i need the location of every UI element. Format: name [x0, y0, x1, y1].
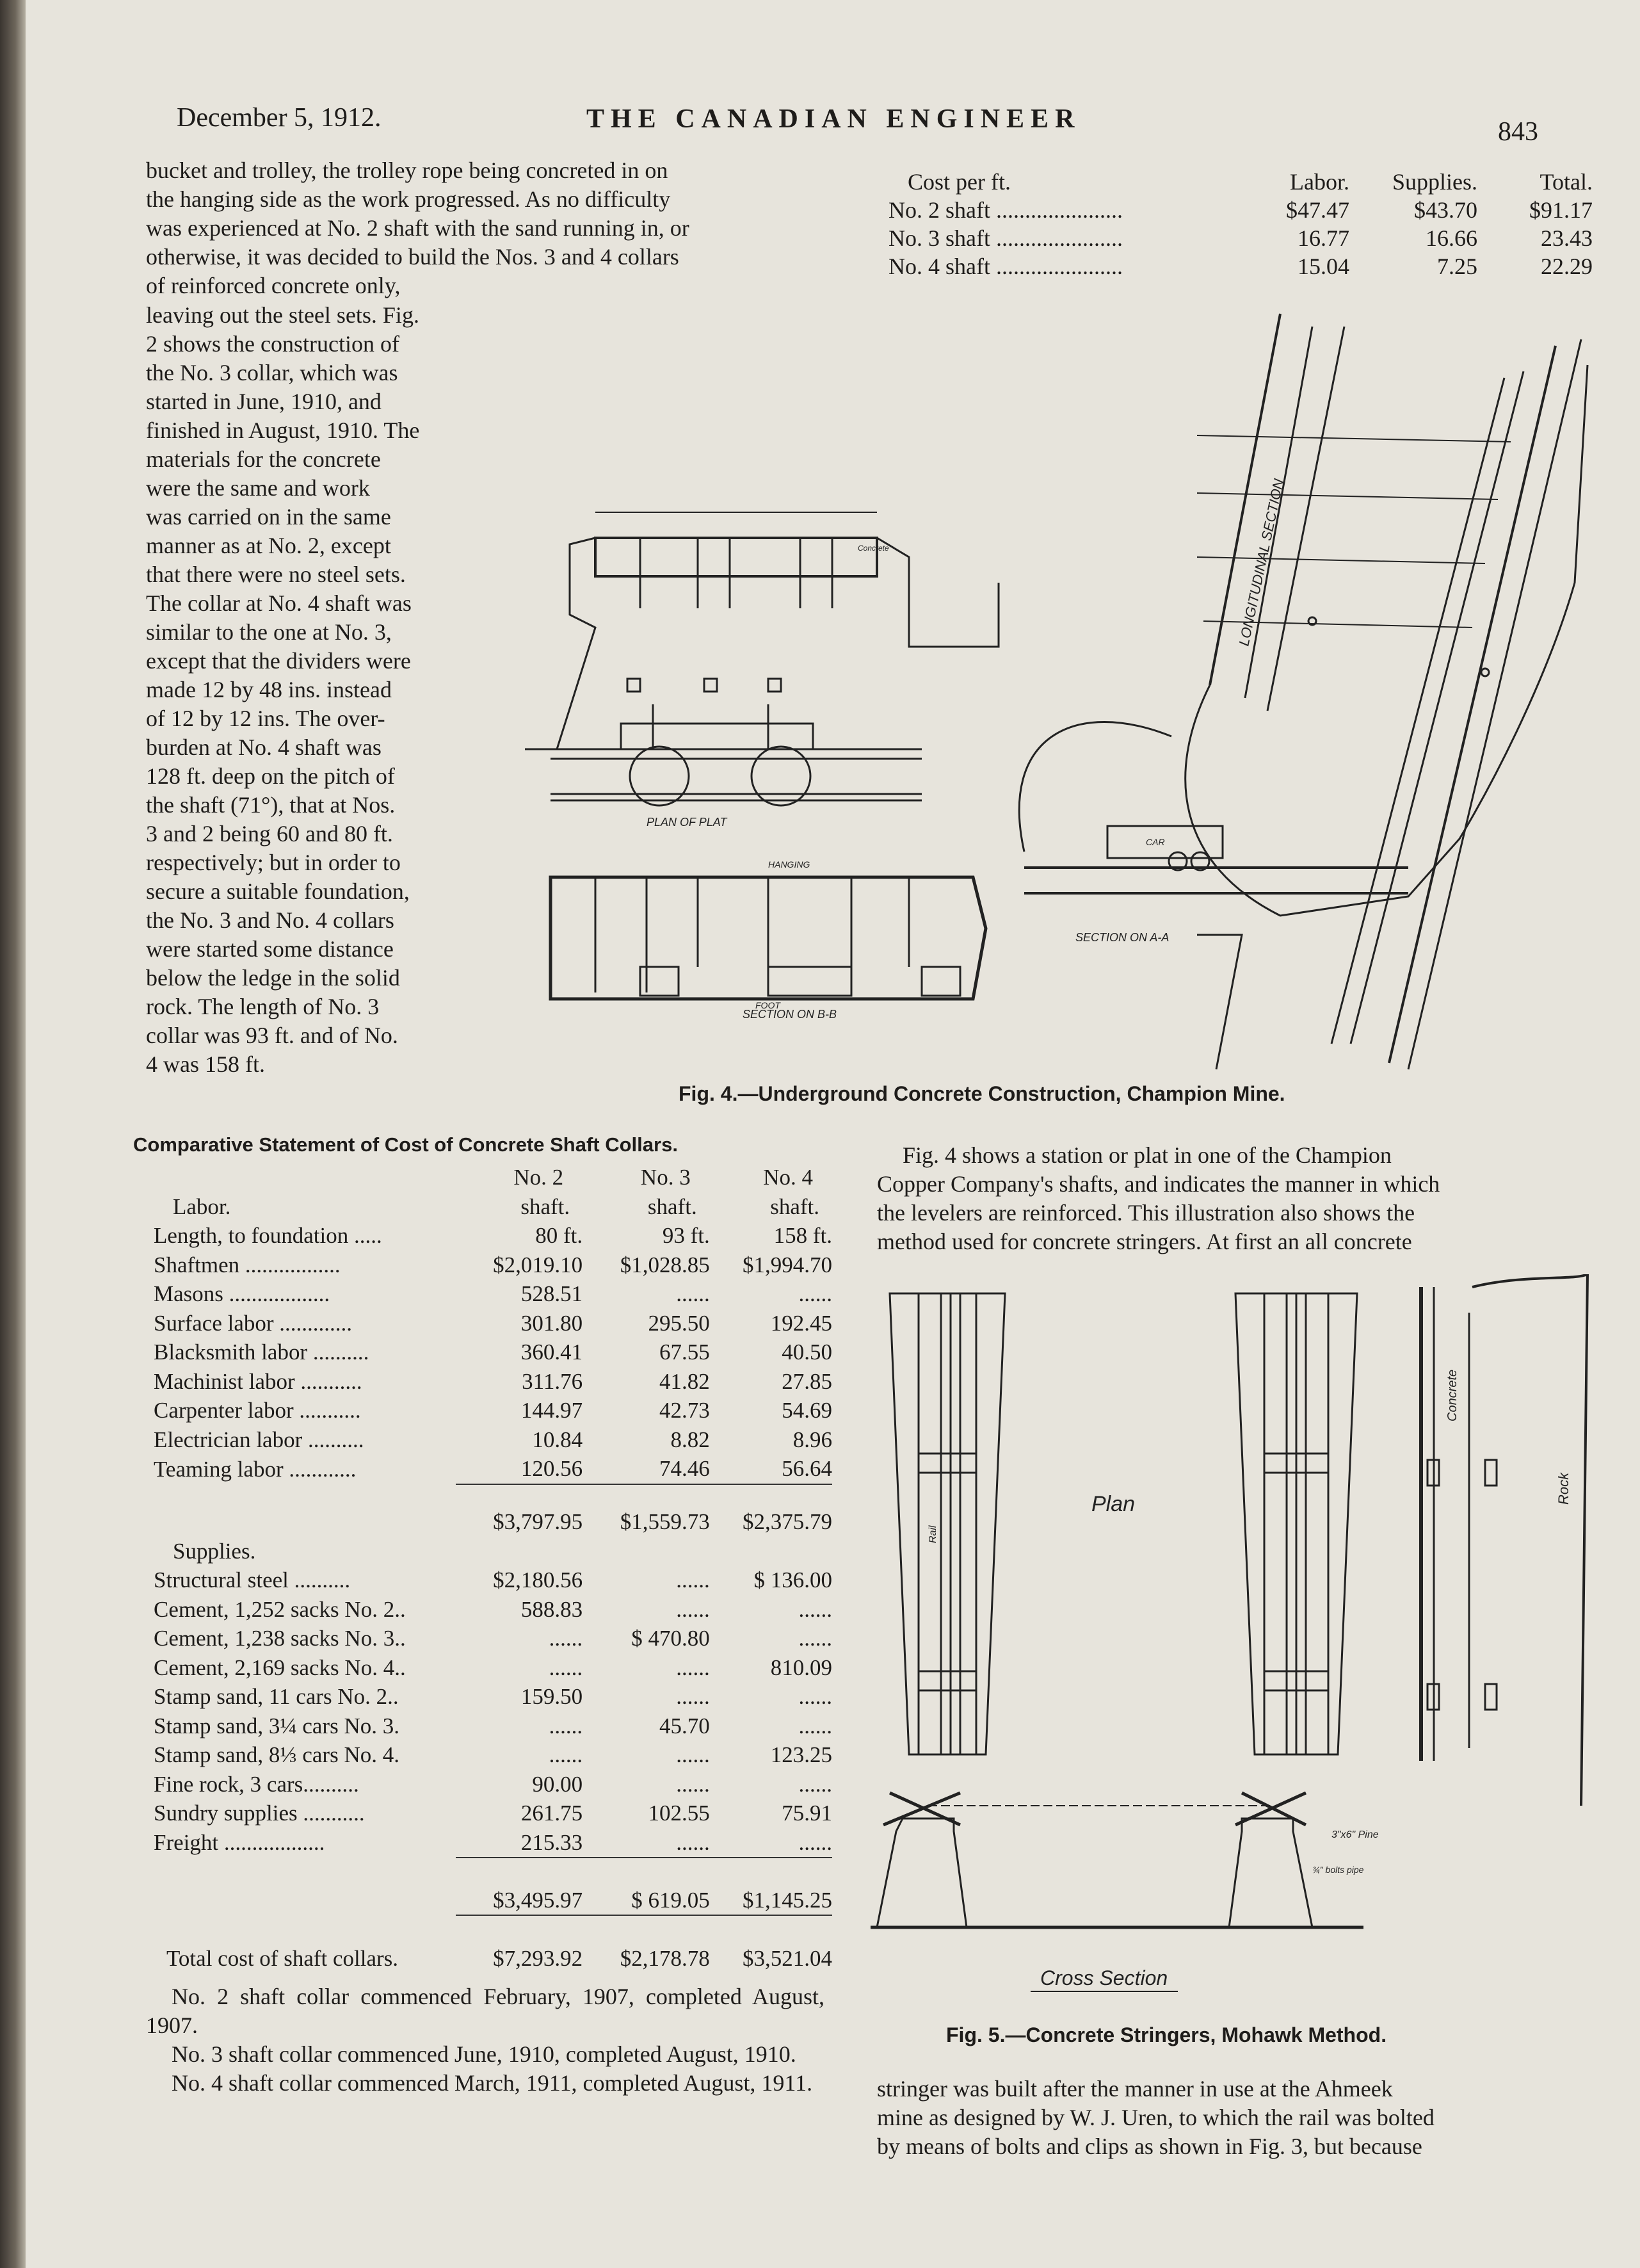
text-line: 128 ft. deep on the pitch of: [146, 763, 395, 789]
section-heading: Labor.: [173, 1194, 231, 1219]
right-paragraph-top: [877, 1141, 1581, 1256]
no3-cell: $1,028.85: [620, 1252, 710, 1277]
no4-cell: ......: [798, 1771, 832, 1797]
text-line: the No. 3 and No. 4 collars: [146, 907, 394, 933]
text-line: started in June, 1910, and: [146, 389, 382, 414]
no3-cell: 74.46: [659, 1456, 710, 1481]
no2-cell: ......: [549, 1626, 583, 1651]
row-label: Stamp sand, 8⅓ cars No. 4.: [154, 1742, 399, 1767]
right-paragraph-bottom: [877, 2075, 1581, 2161]
no4-labor-total: $2,375.79: [710, 1484, 832, 1537]
no2-cell: 528.51: [520, 1281, 583, 1306]
subtotal-row: [154, 1484, 832, 1537]
text-line: were started some distance: [146, 936, 394, 962]
table-row: [154, 1566, 832, 1595]
text-line: 4 was 158 ft.: [146, 1051, 265, 1077]
text-line: burden at No. 4 shaft was: [146, 734, 382, 760]
table-row: [154, 1396, 832, 1425]
total-cell: $91.17: [1529, 197, 1593, 223]
column-header: shaft.: [770, 1194, 819, 1219]
text-line: similar to the one at No. 3,: [146, 619, 392, 645]
collar-dates-notes: [146, 1982, 824, 2098]
supplies-cell: 16.66: [1426, 225, 1477, 251]
no3-supplies-total: $ 619.05: [583, 1858, 710, 1915]
no3-cell: 102.55: [648, 1801, 710, 1826]
row-label: Teaming labor ............: [154, 1456, 357, 1482]
no3-cell: ......: [676, 1771, 710, 1797]
row-label: Blacksmith labor ..........: [154, 1340, 369, 1365]
text-line: of 12 by 12 ins. The over-: [146, 706, 385, 731]
fig5-drawing: [871, 1274, 1600, 2011]
column-header: Cost per ft.: [908, 169, 1011, 195]
no2-cell: ......: [549, 1713, 583, 1738]
text-line: was carried on in the same: [146, 504, 391, 530]
no2-cell: 80 ft.: [535, 1223, 583, 1248]
row-label: Carpenter labor ...........: [154, 1398, 361, 1423]
fig5-caption: Fig. 5.—Concrete Stringers, Mohawk Method.: [946, 2023, 1387, 2046]
table-row: [154, 1279, 832, 1309]
table-row: [154, 1425, 832, 1455]
note-line: No. 4 shaft collar commenced March, 1911, completed August, 1911.: [172, 2070, 813, 2096]
no3-cell: ......: [676, 1281, 710, 1306]
text-line: method used for concrete stringers. At first an all concrete: [877, 1229, 1412, 1254]
journal-title: THE CANADIAN ENGINEER: [586, 104, 1081, 134]
text-line: finished in August, 1910. The: [146, 417, 420, 443]
no2-cell: 10.84: [532, 1427, 583, 1452]
no4-cell: ......: [798, 1684, 832, 1709]
no4-cell: 123.25: [770, 1742, 832, 1767]
supplies-cell: $43.70: [1414, 197, 1477, 223]
table-row: [154, 1799, 832, 1828]
no4-supplies-total: $1,145.25: [710, 1858, 832, 1915]
fig4-caption: Fig. 4.—Underground Concrete Construction, Champion Mine.: [679, 1082, 1285, 1105]
fig5-plan-label: Plan: [1091, 1492, 1136, 1516]
total-cell: 23.43: [1541, 225, 1593, 251]
no4-cell: 40.50: [782, 1340, 832, 1365]
row-label: Electrician labor ..........: [154, 1427, 364, 1452]
left-paragraph-narrow: [146, 301, 493, 1079]
no2-cell: ......: [549, 1742, 583, 1767]
no4-cell: ......: [798, 1626, 832, 1651]
column-header: Total.: [1540, 169, 1593, 195]
no2-cell: 588.83: [520, 1596, 583, 1622]
text-line: were the same and work: [146, 475, 370, 501]
no3-cell: 93 ft.: [662, 1223, 710, 1248]
column-header: No. 4: [763, 1165, 813, 1190]
table-row: [154, 1338, 832, 1367]
left-paragraph-full: [146, 156, 844, 300]
page-number: 843: [1498, 117, 1538, 147]
text-line: the levelers are reinforced. This illustration also shows the: [877, 1200, 1415, 1226]
text-line: rock. The length of No. 3: [146, 994, 380, 1019]
column-header: shaft.: [647, 1194, 697, 1219]
column-header: No. 2: [513, 1165, 564, 1190]
text-line: collar was 93 ft. and of No.: [146, 1023, 398, 1048]
table-header-row: [154, 1163, 832, 1192]
no4-cell: $ 136.00: [753, 1567, 832, 1592]
row-label: Freight ..................: [154, 1830, 325, 1855]
column-header: shaft.: [520, 1194, 570, 1219]
row-label: No. 3 shaft ......................: [888, 225, 1123, 251]
text-line: 2 shows the construction of: [146, 331, 399, 357]
no3-cell: 41.82: [659, 1368, 710, 1394]
no3-cell: 295.50: [648, 1310, 710, 1336]
no2-cell: 120.56: [520, 1456, 583, 1481]
supplies-cell: 7.25: [1437, 254, 1477, 279]
table-row: [154, 1770, 832, 1799]
no3-cell: ......: [676, 1567, 710, 1592]
no4-cell: $1,994.70: [743, 1252, 832, 1277]
no2-cell: 144.97: [520, 1398, 583, 1423]
fig4-car-label: CAR: [1146, 837, 1165, 847]
row-label: Sundry supplies ...........: [154, 1801, 365, 1826]
column-header: Supplies.: [1392, 169, 1477, 195]
table-row: [154, 1682, 832, 1712]
text-line: by means of bolts and clips as shown in Fig. 3, but because: [877, 2134, 1422, 2159]
note-line: No. 2 shaft collar commenced February, 1907, completed August, 1907.: [146, 1984, 824, 2038]
no3-cell: 8.82: [670, 1427, 710, 1452]
row-label: No. 2 shaft ......................: [888, 197, 1123, 223]
table-row: [888, 196, 1593, 224]
table-row: [154, 1828, 832, 1858]
no3-cell: ......: [676, 1596, 710, 1622]
table-row: [154, 1221, 832, 1251]
no2-cell: 261.75: [520, 1801, 583, 1826]
no4-grand-total: $3,521.04: [710, 1915, 832, 1973]
row-label: Stamp sand, 3¼ cars No. 3.: [154, 1713, 399, 1738]
note-line: No. 3 shaft collar commenced June, 1910, completed August, 1910.: [172, 2041, 796, 2067]
table-row: [154, 1653, 832, 1683]
fig5-rail-label: Rail: [928, 1525, 938, 1543]
labor-cell: 16.77: [1298, 225, 1349, 251]
text-line: mine as designed by W. J. Uren, to which the rail was bolted: [877, 2105, 1435, 2130]
text-line: below the ledge in the solid: [146, 965, 400, 991]
no2-cell: ......: [549, 1655, 583, 1680]
column-header: No. 3: [640, 1165, 691, 1190]
no3-cell: 45.70: [659, 1713, 710, 1738]
row-label: Fine rock, 3 cars..........: [154, 1771, 359, 1797]
no2-cell: 360.41: [520, 1340, 583, 1365]
fig5-bolts-label: ¾" bolts pipe: [1312, 1865, 1364, 1875]
row-label: Surface labor .............: [154, 1310, 353, 1336]
table-row: [154, 1454, 832, 1484]
no4-cell: ......: [798, 1596, 832, 1622]
text-line: the No. 3 collar, which was: [146, 360, 398, 385]
table-row: [888, 224, 1593, 252]
text-line: made 12 by 48 ins. instead: [146, 677, 392, 702]
statement-title: Comparative Statement of Cost of Concrete Shaft Collars.: [133, 1133, 678, 1156]
no3-cell: $ 470.80: [631, 1626, 710, 1651]
no4-cell: 810.09: [770, 1655, 832, 1680]
table-row: [888, 252, 1593, 280]
no3-grand-total: $2,178.78: [583, 1915, 710, 1973]
no3-cell: ......: [676, 1684, 710, 1709]
row-label: Cement, 1,238 sacks No. 3..: [154, 1626, 406, 1651]
text-line: The collar at No. 4 shaft was: [146, 590, 412, 616]
table-row: [154, 1309, 832, 1338]
row-label: No. 4 shaft ......................: [888, 254, 1123, 279]
text-line: was experienced at No. 2 shaft with the sand running in, or: [146, 215, 689, 241]
text-line: Copper Company's shafts, and indicates the manner in which: [877, 1171, 1440, 1197]
page: [26, 0, 1640, 2268]
row-label: Masons ..................: [154, 1281, 330, 1306]
fig4-section-aa-label: SECTION ON A-A: [1075, 931, 1170, 944]
row-label: Length, to foundation .....: [154, 1223, 382, 1248]
no3-cell: 42.73: [659, 1398, 710, 1423]
text-line: the shaft (71°), that at Nos.: [146, 792, 396, 818]
table-header-row: [154, 1192, 832, 1222]
text-line: 3 and 2 being 60 and 80 ft.: [146, 821, 393, 846]
text-line: bucket and trolley, the trolley rope being concreted in on: [146, 158, 668, 183]
no3-cell: ......: [676, 1829, 710, 1855]
text-line: the hanging side as the work progressed. As no difficulty: [146, 186, 671, 212]
fig4-drawing: [499, 288, 1600, 1082]
table-row: [154, 1251, 832, 1280]
table-row: [154, 1367, 832, 1397]
row-label: Cement, 1,252 sacks No. 2..: [154, 1596, 406, 1622]
no4-cell: 27.85: [782, 1368, 832, 1394]
no4-cell: 158 ft.: [773, 1223, 832, 1248]
book-spine-shadow: [0, 0, 26, 2268]
fig4-foot-label: FOOT: [755, 1000, 780, 1010]
total-cell: 22.29: [1541, 254, 1593, 279]
row-label: Total cost of shaft collars.: [166, 1945, 399, 1971]
no2-cell: $2,019.10: [493, 1252, 583, 1277]
section-heading: Supplies.: [173, 1538, 256, 1564]
no4-cell: 54.69: [782, 1398, 832, 1423]
no4-cell: ......: [798, 1281, 832, 1306]
table-header-row: [888, 168, 1593, 196]
no4-cell: ......: [798, 1713, 832, 1738]
no4-cell: ......: [798, 1829, 832, 1855]
fig4-hanging-label: HANGING: [768, 859, 810, 870]
row-label: Structural steel ..........: [154, 1567, 351, 1592]
no4-cell: 56.64: [782, 1456, 832, 1481]
fig4-concrete-label: Concrete: [858, 544, 889, 553]
no2-supplies-total: $3,495.97: [456, 1858, 583, 1915]
no2-cell: 301.80: [520, 1310, 583, 1336]
table-row: [154, 1712, 832, 1741]
text-line: Fig. 4 shows a station or plat in one of the Champion: [903, 1142, 1392, 1168]
row-label: Cement, 2,169 sacks No. 4..: [154, 1655, 406, 1680]
fig5-cross-section-label: Cross Section: [1040, 1966, 1168, 1989]
text-line: that there were no steel sets.: [146, 562, 406, 587]
table-row: [154, 1624, 832, 1653]
no3-cell: ......: [676, 1742, 710, 1767]
no3-cell: ......: [676, 1655, 710, 1680]
text-line: secure a suitable foundation,: [146, 879, 410, 904]
row-label: Shaftmen .................: [154, 1252, 341, 1277]
no2-cell: 215.33: [520, 1829, 583, 1855]
no3-cell: 67.55: [659, 1340, 710, 1365]
fig5-rock-label: Rock: [1556, 1472, 1572, 1505]
row-label: Stamp sand, 11 cars No. 2..: [154, 1684, 399, 1709]
no4-cell: 192.45: [770, 1310, 832, 1336]
text-line: except that the dividers were: [146, 648, 411, 674]
column-header: Labor.: [1290, 169, 1349, 195]
text-line: leaving out the steel sets. Fig.: [146, 302, 419, 328]
text-line: materials for the concrete: [146, 446, 381, 472]
no2-grand-total: $7,293.92: [456, 1915, 583, 1973]
no4-cell: 8.96: [792, 1427, 832, 1452]
text-line: of reinforced concrete only,: [146, 273, 401, 298]
fig5-concrete-label: Concrete: [1445, 1369, 1459, 1422]
statement-table: [154, 1163, 832, 1973]
cost-per-ft-table: [888, 168, 1593, 280]
text-line: respectively; but in order to: [146, 850, 401, 875]
issue-date: December 5, 1912.: [177, 103, 382, 133]
text-line: manner as at No. 2, except: [146, 533, 391, 558]
fig5-pine-label: 3"x6" Pine: [1331, 1829, 1379, 1840]
labor-cell: 15.04: [1298, 254, 1349, 279]
subtotal-row: [154, 1858, 832, 1915]
row-label: Machinist labor ...........: [154, 1368, 362, 1394]
no2-cell: $2,180.56: [493, 1567, 583, 1592]
fig4-section-bb-label: SECTION ON B-B: [743, 1008, 837, 1021]
no4-cell: 75.91: [782, 1801, 832, 1826]
no2-cell: 311.76: [522, 1368, 583, 1394]
no3-labor-total: $1,559.73: [583, 1484, 710, 1537]
table-header-row: [154, 1537, 832, 1566]
table-row: [154, 1740, 832, 1770]
no2-labor-total: $3,797.95: [456, 1484, 583, 1537]
fig4-longitudinal-label: LONGITUDINAL SECTION: [1235, 477, 1287, 648]
no2-cell: 90.00: [532, 1771, 583, 1797]
text-line: otherwise, it was decided to build the Nos. 3 and 4 collars: [146, 244, 679, 270]
no2-cell: 159.50: [520, 1684, 583, 1709]
fig4-plan-label: PLAN OF PLAT: [647, 816, 727, 829]
grand-total-row: [154, 1915, 832, 1973]
labor-cell: $47.47: [1286, 197, 1349, 223]
text-line: stringer was built after the manner in use at the Ahmeek: [877, 2076, 1393, 2102]
table-row: [154, 1595, 832, 1624]
